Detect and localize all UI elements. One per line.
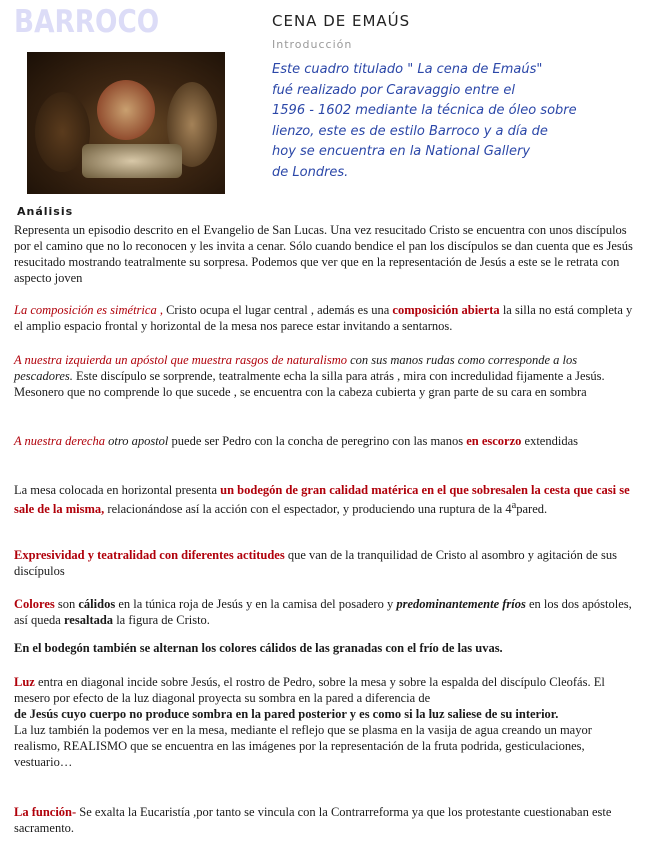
- handwritten-line: lienzo, este es de estilo Barroco y a día de: [272, 123, 548, 139]
- painting-image: [27, 52, 225, 194]
- paragraph-mesa: [14, 482, 638, 517]
- paragraph-funcion: [14, 804, 638, 836]
- term-composicion: La composición es simétrica ,: [14, 303, 163, 317]
- term-resaltada: resaltada: [63, 613, 114, 627]
- text-bold: de Jesús cuyo cuerpo no produce sombra en la pared posterior y es como si la luz saliese de su interior.: [14, 707, 559, 721]
- handwritten-intro: [272, 60, 642, 183]
- text: Cristo ocupa el lugar central , además es una: [162, 303, 393, 317]
- term-colores: Colores: [14, 597, 55, 611]
- term-izquierda: A nuestra izquierda un apóstol que muestra rasgos de naturalismo: [14, 353, 347, 367]
- handwritten-line: fué realizado por Caravaggio entre el: [272, 82, 515, 98]
- term-expresividad: Expresividad y teatralidad con diferentes actitudes: [14, 548, 285, 562]
- handwritten-line: Este cuadro titulado " La cena de Emaús": [272, 62, 543, 77]
- paragraph-colores: [14, 596, 638, 628]
- paragraph-izquierda: [14, 352, 638, 400]
- page-subtitle: Introducción: [272, 38, 353, 51]
- text: La luz también la podemos ver en la mesa, mediante el reflejo que se plasma en la vasija de agua creando un mayor realismo, REALISMO que se encuentra en las imágenes por la representación de la fruta podrida, gesticulaciones, vestuario…: [14, 723, 592, 769]
- paragraph-derecha: [14, 433, 638, 449]
- analisis-heading: Análisis: [17, 205, 74, 218]
- paragraph-luz: [14, 674, 638, 770]
- term-calidos: cálidos: [78, 597, 116, 611]
- text: la silla no está completa y el amplio espacio frontal y horizontal de la mesa nos parece estar invitando a sentarnos.: [14, 303, 633, 333]
- text: puede ser Pedro con la concha de peregrino con las manos: [168, 434, 467, 448]
- term-bodegon: un bodegón de gran calidad matérica en el que sobresalen la cesta que casi se sale de la misma,: [14, 483, 630, 517]
- page-title: CENA DE EMAÚS: [272, 12, 411, 30]
- term-escorzo: en escorzo: [466, 434, 522, 448]
- handwritten-line: de Londres.: [272, 164, 349, 180]
- text: en la túnica roja de Jesús y en la camisa del posadero y: [115, 597, 397, 611]
- watermark-title: BARROCO: [14, 4, 160, 40]
- paragraph-expresividad: [14, 547, 638, 579]
- term-frios: predominantemente fríos: [396, 597, 526, 611]
- figure-center: [97, 80, 155, 140]
- text: que van de la tranquilidad de Cristo al asombro y agitación de sus discípulos: [14, 548, 617, 578]
- text: entra en diagonal incide sobre Jesús, el rostro de Pedro, sobre la mesa y sobre la espalda del discípulo Cleofás. El mesero por efecto de la luz diagonal proyecta su sombra en la pared a diferencia de: [14, 675, 605, 705]
- text: relacionándose así la acción con el espectador, y produciendo una ruptura de la 4: [104, 502, 512, 517]
- text: extendidas: [521, 434, 578, 448]
- handwritten-line: 1596 - 1602 mediante la técnica de óleo sobre: [272, 103, 577, 118]
- handwritten-line: hoy se encuentra en la National Gallery: [272, 144, 531, 159]
- table-still-life: [82, 144, 182, 178]
- term-composicion-abierta: composición abierta: [392, 303, 500, 317]
- text: Se exalta la Eucaristía ,por tanto se vincula con la Contrarreforma ya que los protestante cuestionaban este sacramento.: [14, 805, 612, 835]
- superscript: a: [511, 500, 517, 511]
- paragraph-composicion: [14, 302, 638, 334]
- intro-paragraph: Representa un episodio descrito en el Evangelio de San Lucas. Una vez resucitado Cristo se encuentra con unos discípulos por el camino que no lo reconocen y les invita a cenar. Sólo cuando bendice el pan los discípulos se dan cuenta que es Jesús resucitado mostrando teatralmente su sorpresa. Podemos que ver que en la representación de Jesús a este se le retrata con aspecto joven: [14, 223, 633, 285]
- text: la figura de Cristo.: [113, 613, 210, 627]
- term-derecha: A nuestra derecha: [14, 434, 105, 448]
- text: pared.: [516, 502, 548, 517]
- text: Este discípulo se sorprende, teatralmente echa la silla para atrás , mira con incredulidad fijamente a Jesús. Mesonero que no comprende lo que sucede , se encuentra con la cabeza cubierta y gran parte de su cara en sombra: [14, 369, 605, 399]
- term-funcion: La función-: [14, 805, 77, 819]
- text: otro apostol: [104, 434, 169, 448]
- text: con sus manos rudas como corresponde a los pescadores.: [14, 353, 578, 383]
- paragraph-bodegon-colores: En el bodegón también se alternan los colores cálidos de las granadas con el frío de las uvas.: [14, 641, 503, 655]
- text: en los dos apóstoles, así queda: [14, 597, 632, 627]
- term-luz: Luz: [14, 675, 35, 689]
- text: La mesa colocada en horizontal presenta: [14, 483, 221, 497]
- text: son: [54, 597, 79, 611]
